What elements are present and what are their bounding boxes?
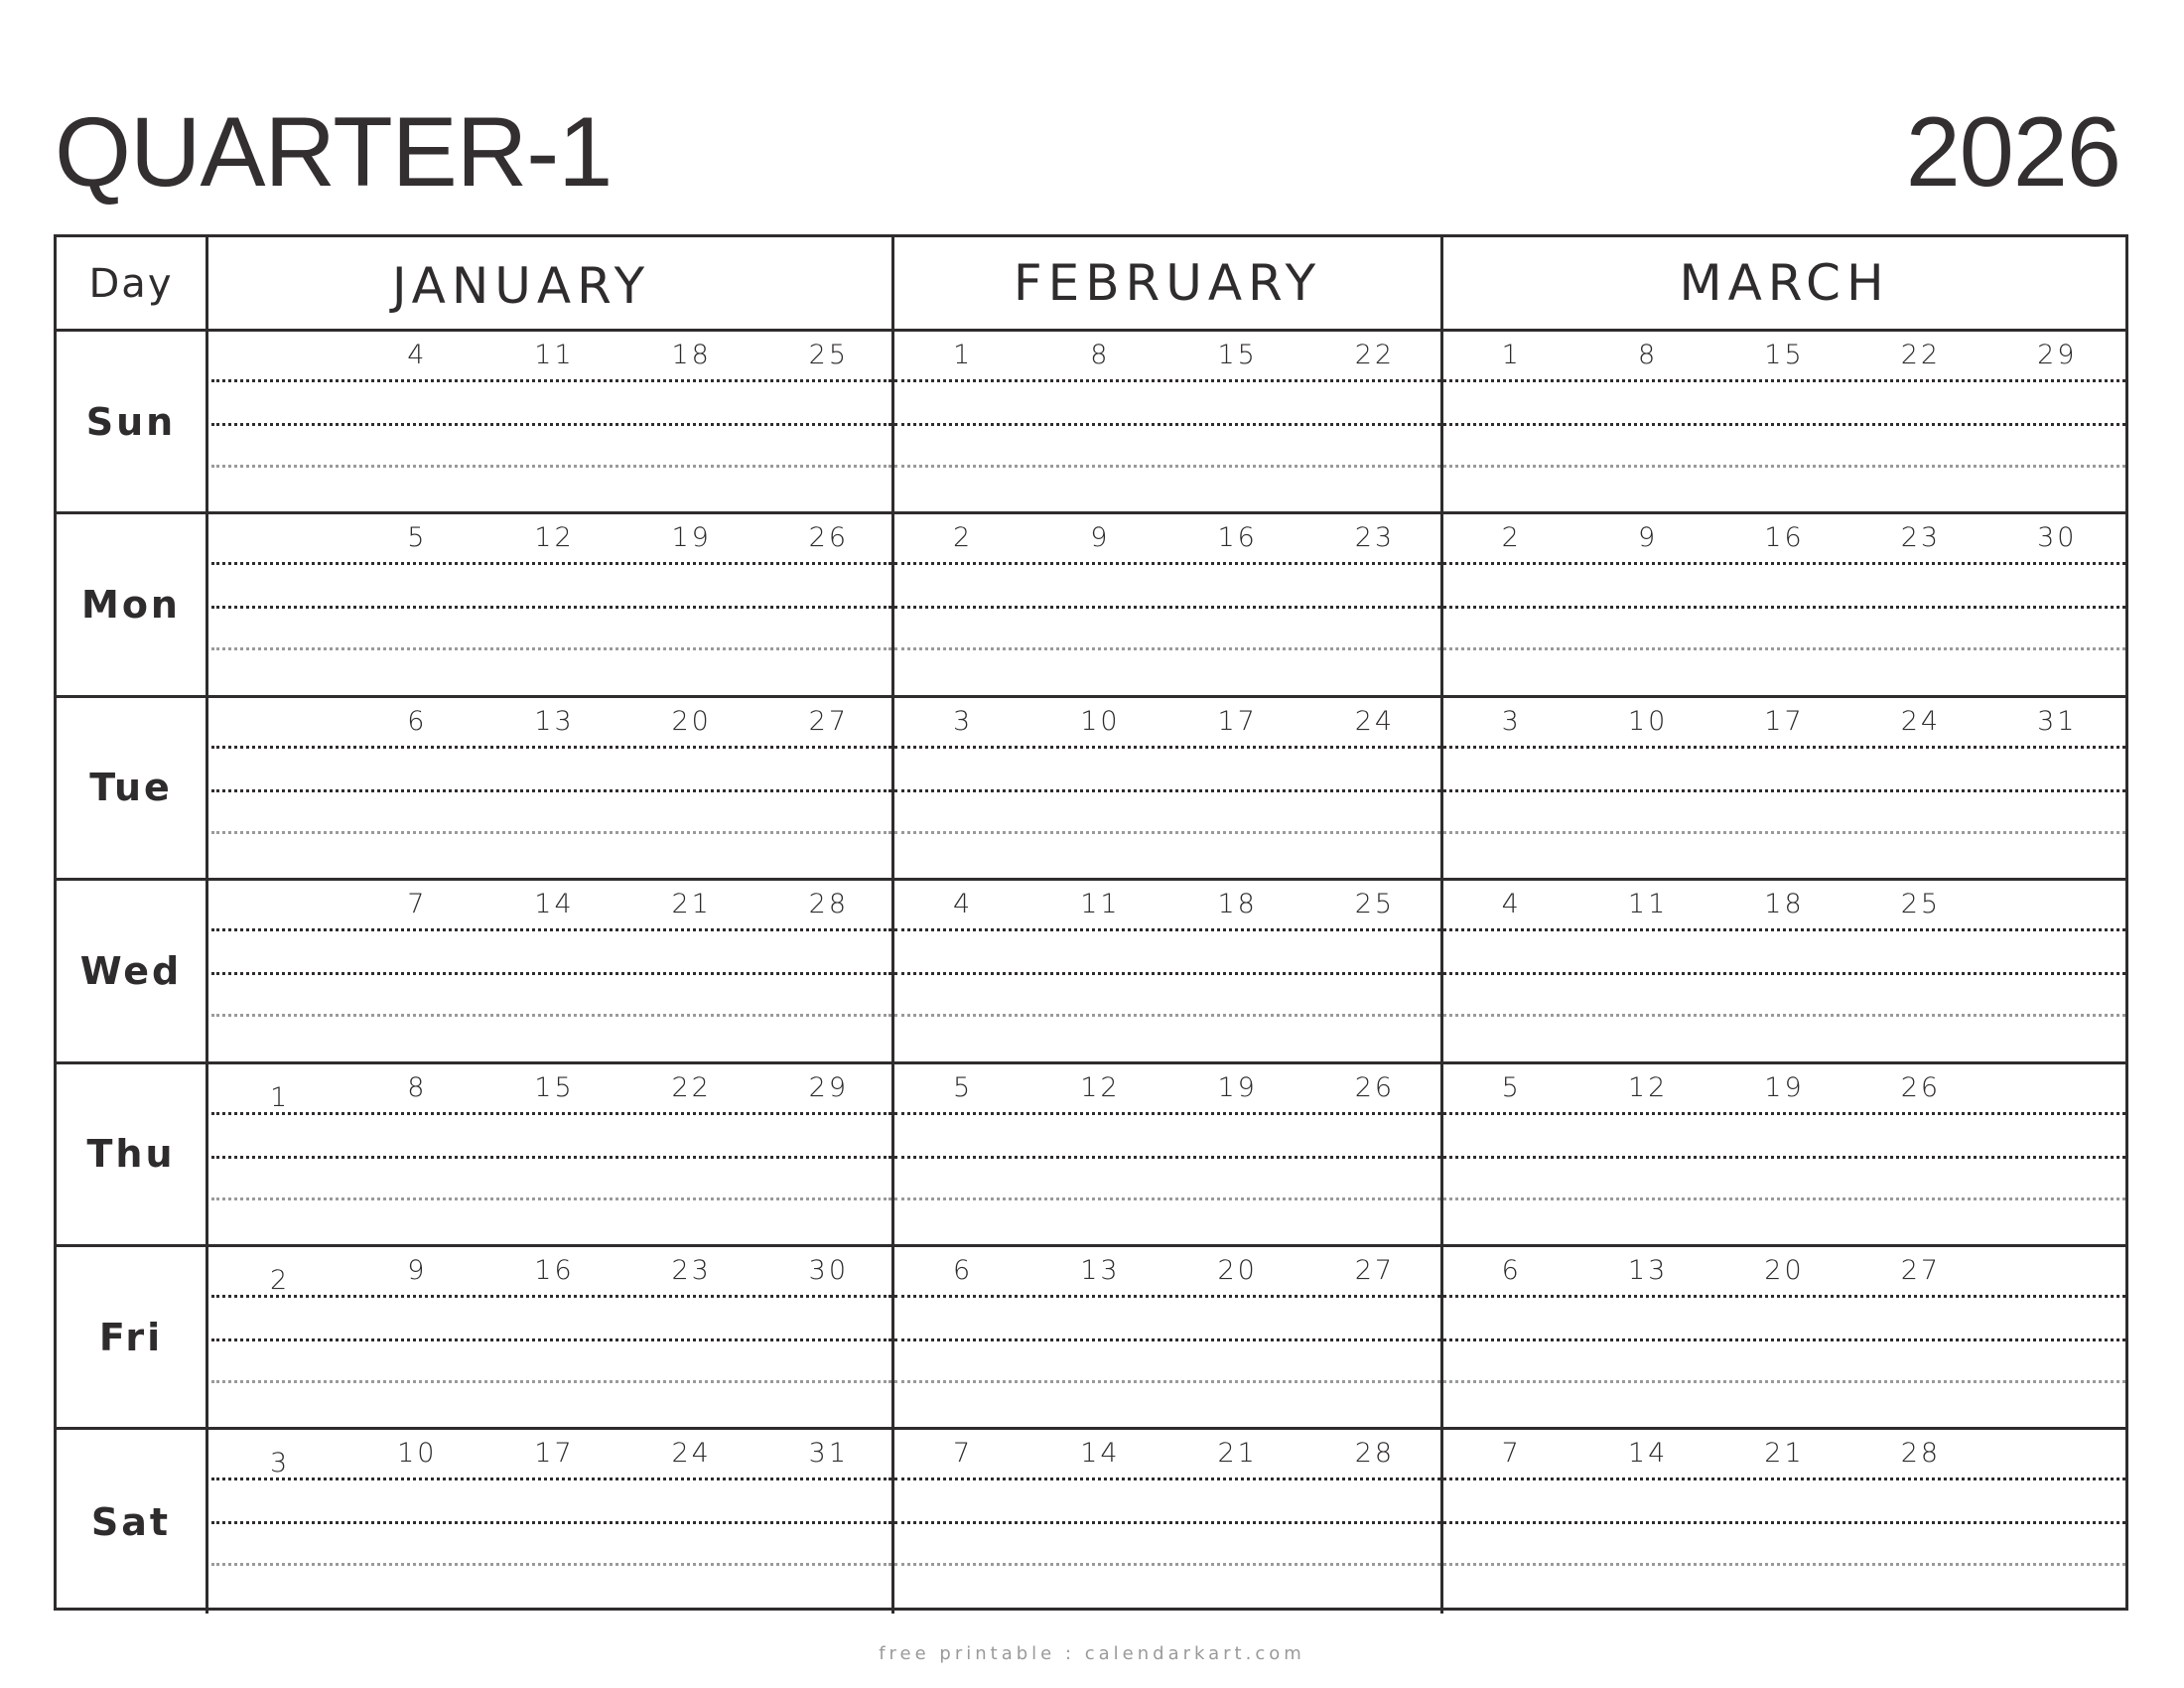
date-number xyxy=(211,514,348,562)
date-number-row xyxy=(894,881,1440,928)
date-number: 16 xyxy=(1764,522,1805,554)
date-number: 30 xyxy=(808,1255,850,1286)
weekday-label: Mon xyxy=(57,514,208,694)
weekday-row-fri xyxy=(57,1247,2125,1430)
date-number: 21 xyxy=(1217,1438,1258,1470)
date-number: 12 xyxy=(1080,1071,1121,1103)
writing-line[interactable] xyxy=(894,423,1440,426)
weekday-row-sat xyxy=(57,1430,2125,1613)
writing-line[interactable] xyxy=(894,1338,1440,1341)
writing-line[interactable] xyxy=(894,928,1440,931)
date-number: 4 xyxy=(953,889,974,920)
month-header-march: MARCH xyxy=(1679,254,1890,312)
writing-line[interactable] xyxy=(894,789,1440,792)
date-number: 12 xyxy=(1627,1071,1669,1103)
february-cell-block xyxy=(894,698,1443,878)
writing-line[interactable] xyxy=(894,606,1440,609)
weekday-row-thu xyxy=(57,1064,2125,1247)
year-title: 2026 xyxy=(1905,96,2120,207)
date-number-row xyxy=(894,332,1440,379)
date-number: 21 xyxy=(671,889,712,920)
january-cell-block xyxy=(211,1247,894,1427)
date-number: 2 xyxy=(953,522,974,554)
date-number-row xyxy=(1443,1064,2125,1112)
date-number: 4 xyxy=(1501,889,1522,920)
date-number: 1 xyxy=(1501,340,1522,370)
writing-line[interactable] xyxy=(211,789,891,792)
date-number: 26 xyxy=(808,522,850,554)
date-number-row xyxy=(211,514,891,562)
calendar-header-row xyxy=(57,237,2125,332)
date-number xyxy=(1989,1247,2125,1295)
date-number-row xyxy=(211,1430,891,1477)
writing-line[interactable] xyxy=(211,1380,891,1383)
march-cell-block xyxy=(1443,698,2125,878)
date-number: 10 xyxy=(397,1438,438,1470)
date-number-row xyxy=(1443,332,2125,379)
date-number-row xyxy=(1443,881,2125,928)
writing-line[interactable] xyxy=(1443,1477,2125,1480)
date-number: 9 xyxy=(1637,522,1659,554)
date-number-row xyxy=(894,1064,1440,1112)
date-number: 29 xyxy=(808,1071,850,1103)
march-cell-block xyxy=(1443,1064,2125,1244)
writing-line[interactable] xyxy=(894,562,1440,565)
writing-line[interactable] xyxy=(211,423,891,426)
weekday-label: Sat xyxy=(57,1430,208,1613)
writing-line[interactable] xyxy=(1443,423,2125,426)
february-cell-block xyxy=(894,881,1443,1060)
date-number: 22 xyxy=(671,1071,712,1103)
february-cell-block xyxy=(894,1247,1443,1427)
february-cell-block xyxy=(894,1430,1443,1613)
date-number: 19 xyxy=(1764,1071,1805,1103)
date-number: 16 xyxy=(534,1255,575,1286)
writing-line[interactable] xyxy=(894,1295,1440,1298)
writing-line[interactable] xyxy=(211,1197,891,1200)
date-number: 28 xyxy=(808,889,850,920)
date-number: 7 xyxy=(407,889,428,920)
date-number: 20 xyxy=(1764,1255,1805,1286)
writing-line[interactable] xyxy=(211,1014,891,1017)
date-number: 17 xyxy=(534,1438,575,1470)
date-number-row xyxy=(211,332,891,379)
writing-line[interactable] xyxy=(1443,465,2125,468)
writing-line[interactable] xyxy=(1443,746,2125,749)
date-number: 30 xyxy=(2037,522,2078,554)
date-number-row xyxy=(211,698,891,746)
weekday-label: Sun xyxy=(57,332,208,511)
writing-line[interactable] xyxy=(894,379,1440,382)
date-number: 18 xyxy=(1217,889,1258,920)
date-number: 21 xyxy=(1764,1438,1805,1470)
date-number: 28 xyxy=(1354,1438,1396,1470)
march-cell-block xyxy=(1443,332,2125,511)
january-cell-block xyxy=(211,881,894,1060)
date-number: 18 xyxy=(1764,889,1805,920)
date-number-row xyxy=(894,1247,1440,1295)
date-number: 19 xyxy=(1217,1071,1258,1103)
writing-line[interactable] xyxy=(1443,831,2125,834)
february-cell-block xyxy=(894,1064,1443,1244)
march-cell-block xyxy=(1443,881,2125,1060)
date-number: 24 xyxy=(671,1438,712,1470)
weekday-row-mon xyxy=(57,514,2125,697)
january-cell-block xyxy=(211,1430,894,1613)
date-number xyxy=(211,698,348,746)
weekday-label: Fri xyxy=(57,1247,208,1427)
writing-line[interactable] xyxy=(1443,1156,2125,1159)
writing-line[interactable] xyxy=(1443,1521,2125,1524)
date-number xyxy=(211,881,348,928)
date-number: 25 xyxy=(1900,889,1942,920)
date-number: 6 xyxy=(953,1255,974,1286)
writing-line[interactable] xyxy=(1443,928,2125,931)
weekday-row-tue xyxy=(57,698,2125,881)
date-number: 31 xyxy=(2037,705,2078,737)
date-number: 24 xyxy=(1354,705,1396,737)
date-number: 3 xyxy=(270,1448,291,1479)
date-number: 25 xyxy=(1354,889,1396,920)
writing-line[interactable] xyxy=(1443,1563,2125,1566)
writing-line[interactable] xyxy=(894,972,1440,975)
march-cell-block xyxy=(1443,514,2125,694)
january-cell-block xyxy=(211,698,894,878)
writing-line[interactable] xyxy=(211,647,891,650)
date-number: 25 xyxy=(808,340,850,370)
date-number: 22 xyxy=(1900,340,1942,370)
writing-line[interactable] xyxy=(1443,789,2125,792)
date-number: 23 xyxy=(1354,522,1396,554)
date-number: 15 xyxy=(1217,340,1258,370)
writing-line[interactable] xyxy=(211,1521,891,1524)
date-number: 28 xyxy=(1900,1438,1942,1470)
date-number: 23 xyxy=(671,1255,712,1286)
date-number: 2 xyxy=(270,1265,291,1296)
date-number: 14 xyxy=(534,889,575,920)
writing-line[interactable] xyxy=(894,1014,1440,1017)
date-number: 26 xyxy=(1354,1071,1396,1103)
date-number xyxy=(1989,881,2125,928)
date-number xyxy=(1989,1064,2125,1112)
date-number: 23 xyxy=(1900,522,1942,554)
writing-line[interactable] xyxy=(1443,1380,2125,1383)
weekday-label: Wed xyxy=(57,881,208,1060)
date-number: 24 xyxy=(1900,705,1942,737)
date-number-row xyxy=(1443,1247,2125,1295)
writing-line[interactable] xyxy=(1443,1197,2125,1200)
date-number xyxy=(1989,1430,2125,1477)
date-number: 5 xyxy=(1501,1071,1522,1103)
writing-line[interactable] xyxy=(211,1112,891,1115)
writing-line[interactable] xyxy=(211,1295,891,1298)
writing-line[interactable] xyxy=(894,831,1440,834)
date-number: 6 xyxy=(407,705,428,737)
footer-credit: free printable : calendarkart.com xyxy=(879,1643,1305,1664)
month-header-february: FEBRUARY xyxy=(894,237,1443,329)
date-number-row xyxy=(211,1064,891,1112)
date-number: 27 xyxy=(808,705,850,737)
writing-line[interactable] xyxy=(1443,1014,2125,1017)
writing-line[interactable] xyxy=(894,1197,1440,1200)
quarter-calendar-grid xyxy=(54,234,2128,1611)
writing-line[interactable] xyxy=(1443,972,2125,975)
date-number: 4 xyxy=(407,340,428,370)
writing-line[interactable] xyxy=(894,647,1440,650)
date-number-row xyxy=(894,698,1440,746)
date-number-row xyxy=(211,1247,891,1295)
date-number-row xyxy=(894,514,1440,562)
writing-line[interactable] xyxy=(894,1156,1440,1159)
march-cell-block xyxy=(1443,1430,2125,1613)
february-cell-block xyxy=(894,332,1443,511)
date-number: 9 xyxy=(407,1255,428,1286)
date-number: 1 xyxy=(270,1081,291,1113)
date-number: 9 xyxy=(1090,522,1111,554)
date-number: 18 xyxy=(671,340,712,370)
month-header-january: JANUARY xyxy=(208,237,894,329)
date-number: 6 xyxy=(1501,1255,1522,1286)
writing-line[interactable] xyxy=(211,1477,891,1480)
writing-line[interactable] xyxy=(894,1521,1440,1524)
date-number: 10 xyxy=(1080,705,1121,737)
date-number: 7 xyxy=(953,1438,974,1470)
date-number: 7 xyxy=(1501,1438,1522,1470)
writing-line[interactable] xyxy=(894,1563,1440,1566)
day-column-header: Day xyxy=(57,237,208,329)
writing-line[interactable] xyxy=(211,1563,891,1566)
date-number: 14 xyxy=(1627,1438,1669,1470)
date-number: 14 xyxy=(1080,1438,1121,1470)
january-cell-block xyxy=(211,332,894,511)
date-number: 8 xyxy=(1090,340,1111,370)
date-number: 29 xyxy=(2037,340,2078,370)
date-number: 11 xyxy=(534,340,575,370)
writing-line[interactable] xyxy=(1443,562,2125,565)
writing-line[interactable] xyxy=(211,746,891,749)
date-number: 10 xyxy=(1627,705,1669,737)
date-number-row xyxy=(1443,1430,2125,1477)
date-number xyxy=(211,332,348,379)
writing-line[interactable] xyxy=(1443,647,2125,650)
date-number: 26 xyxy=(1900,1071,1942,1103)
date-number: 11 xyxy=(1627,889,1669,920)
january-cell-block xyxy=(211,1064,894,1244)
date-number: 2 xyxy=(1501,522,1522,554)
quarter-title: QUARTER-1 xyxy=(55,96,613,207)
weekday-label: Thu xyxy=(57,1064,208,1244)
date-number: 20 xyxy=(1217,1255,1258,1286)
date-number: 31 xyxy=(808,1438,850,1470)
date-number: 12 xyxy=(534,522,575,554)
date-number: 17 xyxy=(1217,705,1258,737)
writing-line[interactable] xyxy=(211,606,891,609)
date-number: 5 xyxy=(407,522,428,554)
date-number: 5 xyxy=(953,1071,974,1103)
date-number: 15 xyxy=(1764,340,1805,370)
date-number: 13 xyxy=(1627,1255,1669,1286)
writing-line[interactable] xyxy=(894,746,1440,749)
weekday-row-sun xyxy=(57,332,2125,514)
writing-line[interactable] xyxy=(211,562,891,565)
writing-line[interactable] xyxy=(211,972,891,975)
date-number: 8 xyxy=(1637,340,1659,370)
writing-line[interactable] xyxy=(1443,1112,2125,1115)
writing-line[interactable] xyxy=(211,1338,891,1341)
date-number: 15 xyxy=(534,1071,575,1103)
date-number: 13 xyxy=(534,705,575,737)
writing-line[interactable] xyxy=(894,1112,1440,1115)
date-number: 22 xyxy=(1354,340,1396,370)
weekday-label: Tue xyxy=(57,698,208,878)
date-number-row xyxy=(894,1430,1440,1477)
writing-line[interactable] xyxy=(894,465,1440,468)
date-number-row xyxy=(211,881,891,928)
writing-line[interactable] xyxy=(211,831,891,834)
january-cell-block xyxy=(211,514,894,694)
date-number: 8 xyxy=(407,1071,428,1103)
writing-line[interactable] xyxy=(211,379,891,382)
writing-line[interactable] xyxy=(894,1380,1440,1383)
date-number: 17 xyxy=(1764,705,1805,737)
date-number-row xyxy=(1443,698,2125,746)
date-number: 27 xyxy=(1354,1255,1396,1286)
date-number: 13 xyxy=(1080,1255,1121,1286)
writing-line[interactable] xyxy=(1443,379,2125,382)
writing-line[interactable] xyxy=(211,928,891,931)
date-number-row xyxy=(1443,514,2125,562)
date-number: 16 xyxy=(1217,522,1258,554)
date-number: 19 xyxy=(671,522,712,554)
date-number: 3 xyxy=(953,705,974,737)
february-cell-block xyxy=(894,514,1443,694)
writing-line[interactable] xyxy=(1443,1295,2125,1298)
march-cell-block xyxy=(1443,1247,2125,1427)
date-number: 3 xyxy=(1501,705,1522,737)
writing-line[interactable] xyxy=(211,465,891,468)
writing-line[interactable] xyxy=(1443,606,2125,609)
writing-line[interactable] xyxy=(894,1477,1440,1480)
date-number: 20 xyxy=(671,705,712,737)
writing-line[interactable] xyxy=(1443,1338,2125,1341)
writing-line[interactable] xyxy=(211,1156,891,1159)
weekday-row-wed xyxy=(57,881,2125,1063)
date-number: 11 xyxy=(1080,889,1121,920)
date-number: 1 xyxy=(953,340,974,370)
date-number: 27 xyxy=(1900,1255,1942,1286)
